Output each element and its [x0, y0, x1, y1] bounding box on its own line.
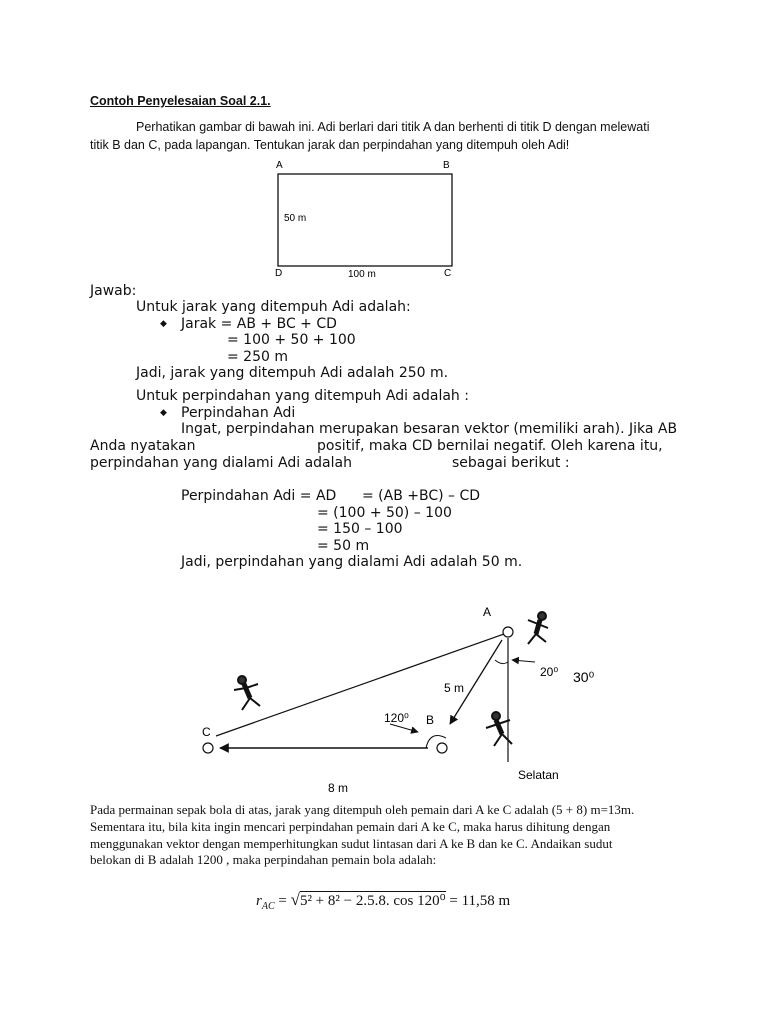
corner-b-label: B	[443, 160, 450, 171]
formula-equals: =	[278, 893, 287, 909]
displacement-conclusion: Jadi, perpindahan yang dialami Adi adalah 50 m.	[181, 554, 523, 570]
angle-arc-a	[495, 660, 508, 664]
side-length-label: 50 m	[284, 213, 307, 224]
distance-line-2: = 100 + 50 + 100	[227, 332, 356, 348]
formula	[256, 890, 510, 912]
corner-d-label: D	[275, 268, 283, 279]
bottom-length-label: 100 m	[348, 269, 376, 280]
bottom-line-3: menggunakan vektor dengan memperhitungkan sudut lintasan dari A ke B dan ke C. Andaikan sudut	[90, 836, 613, 851]
point-b-label: B	[426, 713, 435, 727]
answer-heading: Jawab:	[90, 283, 137, 299]
label-5m: 5 m	[444, 681, 465, 695]
calc-line-2: = (100 + 50) – 100	[317, 505, 452, 521]
formula-lhs-sub: AC	[261, 901, 275, 912]
distance-intro: Untuk jarak yang ditempuh Adi adalah:	[136, 299, 411, 315]
calc-line-4: = 50 m	[317, 538, 370, 554]
vector-note-line-3b: sebagai berikut :	[452, 455, 570, 471]
bullet-icon: ◆	[160, 319, 167, 329]
ball-c-icon	[203, 743, 213, 753]
soccer-vector-figure	[190, 596, 595, 796]
intro-line-2: titik B dan C, pada lapangan. Tentukan jarak dan perpindahan yang ditempuh oleh Adi!	[90, 138, 570, 152]
angle-20-pointer	[512, 660, 535, 662]
vector-note-line-2b: positif, maka CD bernilai negatif. Oleh karena itu,	[317, 438, 663, 454]
angle-120-pointer	[390, 724, 418, 732]
corner-c-label: C	[444, 268, 452, 279]
distance-line-1: Jarak = AB + BC + CD	[181, 316, 337, 332]
vector-note-line-3a: perpindahan yang dialami Adi adalah	[90, 455, 352, 471]
rectangle-field-figure	[270, 158, 470, 282]
calc-line-1: = (AB +BC) – CD	[362, 488, 481, 504]
formula-rhs: = 11,58 m	[449, 893, 511, 909]
displacement-bullet: Perpindahan Adi	[181, 405, 296, 421]
south-label: Selatan	[518, 768, 559, 782]
sqrt-icon: √	[290, 890, 300, 909]
angle-20-label: 20⁰	[540, 665, 559, 679]
angle-120-label: 120⁰	[384, 711, 409, 725]
formula-lhs: r	[256, 893, 262, 909]
vector-note-line-1: Ingat, perpindahan merupakan besaran vektor (memiliki arah). Jika AB	[181, 421, 678, 437]
ball-a-icon	[503, 627, 513, 637]
displacement-intro: Untuk perpindahan yang ditempuh Adi adalah :	[136, 388, 469, 404]
bottom-line-1: Pada permainan sepak bola di atas, jarak yang ditempuh oleh pemain dari A ke C adalah (5 + 8) m=13m.	[90, 802, 635, 817]
point-c-label: C	[202, 725, 211, 739]
corner-a-label: A	[276, 160, 283, 171]
angle-30-label: 30⁰	[573, 669, 595, 685]
intro-line-1: Perhatikan gambar di bawah ini. Adi berlari dari titik A dan berhenti di titik D dengan melewati	[136, 120, 650, 134]
label-8m: 8 m	[328, 781, 349, 795]
player-c-icon	[234, 676, 260, 710]
bottom-line-2: Sementara itu, bila kita ingin mencari perpindahan pemain dari A ke C, maka harus dihitung dengan	[90, 819, 611, 834]
bullet-icon: ◆	[160, 408, 167, 418]
calc-line-3: = 150 – 100	[317, 521, 403, 537]
vector-note-line-2a: Anda nyatakan	[90, 438, 196, 454]
distance-conclusion: Jadi, jarak yang ditempuh Adi adalah 250 m.	[136, 365, 449, 381]
ball-b-icon	[437, 743, 447, 753]
calc-label: Perpindahan Adi = AD	[181, 488, 337, 504]
bottom-line-4: belokan di B adalah 1200 , maka perpindahan pemain bola adalah:	[90, 852, 437, 867]
player-a-icon	[528, 612, 548, 644]
page-title: Contoh Penyelesaian Soal 2.1.	[90, 94, 271, 108]
formula-radicand: 5² + 8² − 2.5.8. cos 120⁰	[299, 893, 446, 909]
point-a-label: A	[483, 605, 492, 619]
distance-line-3: = 250 m	[227, 349, 288, 365]
